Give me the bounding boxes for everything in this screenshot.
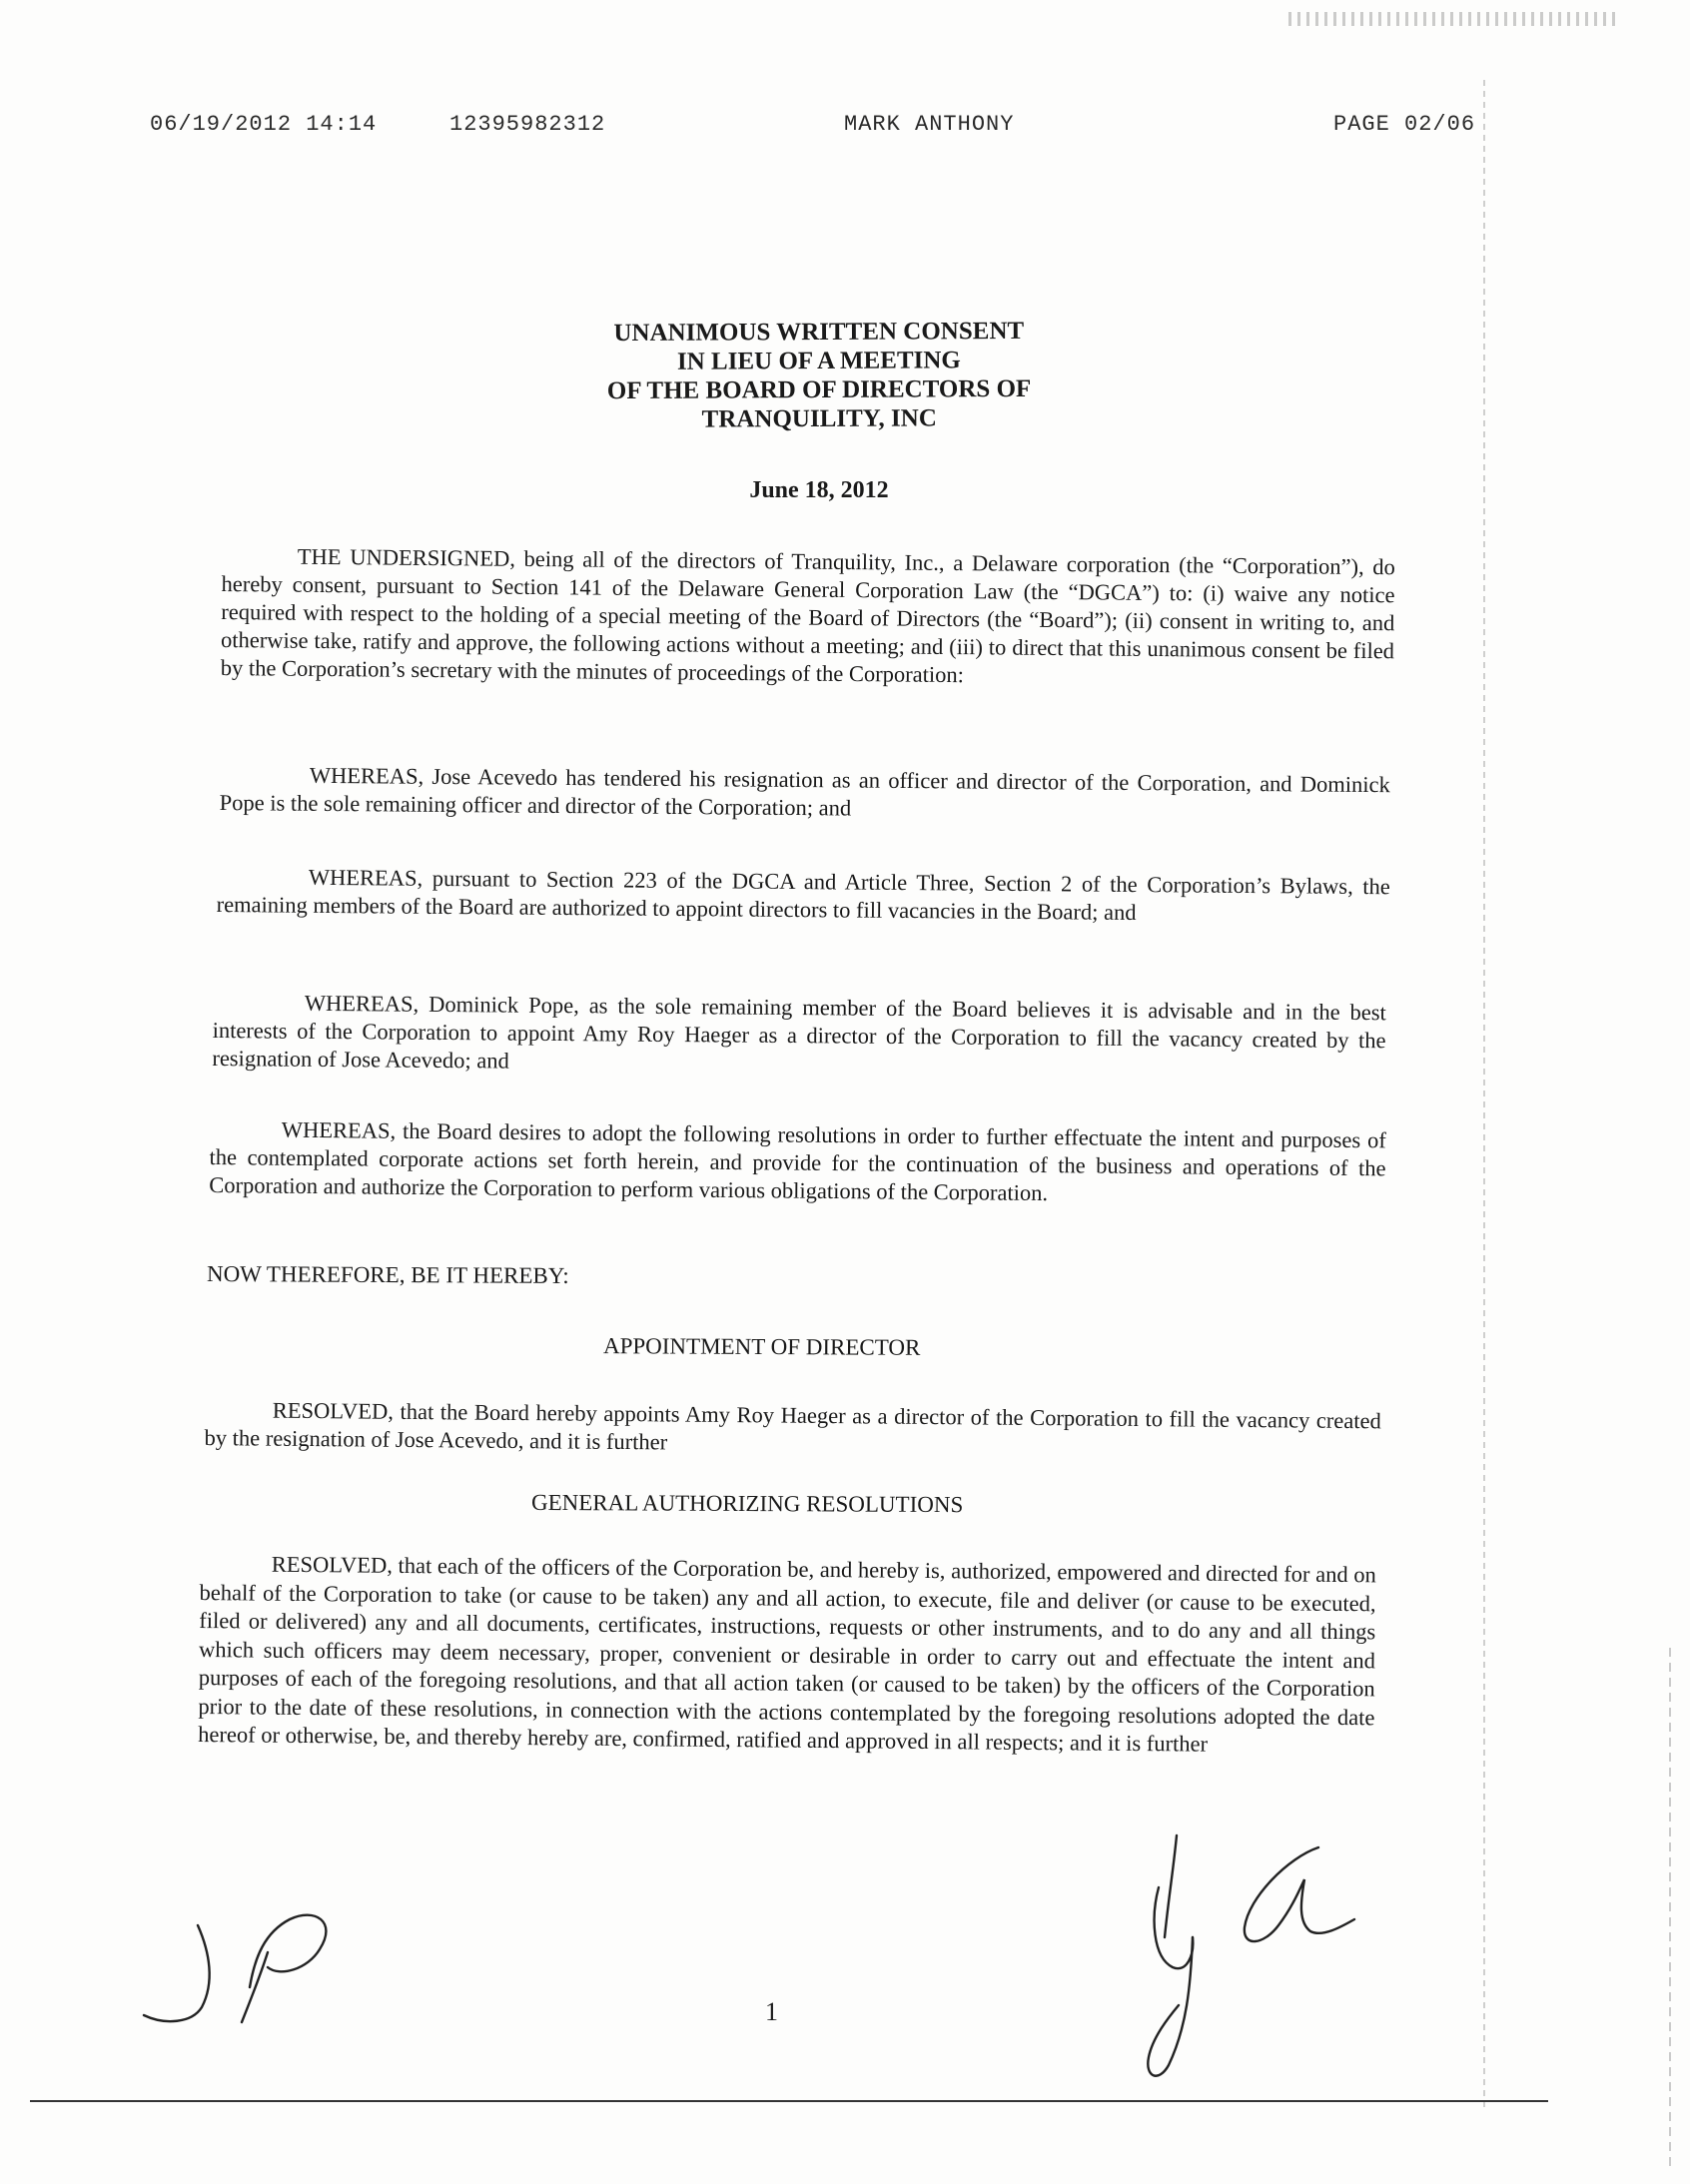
document-title xyxy=(499,316,1140,434)
title-line: TRANQUILITY, INC xyxy=(701,404,937,433)
bottom-divider xyxy=(30,2100,1548,2102)
title-line: OF THE BOARD OF DIRECTORS OF xyxy=(606,374,1032,405)
fax-sender: MARK ANTHONY xyxy=(844,112,1015,137)
now-therefore-heading: NOW THEREFORE, BE IT HEREBY: xyxy=(206,1261,569,1288)
intro-paragraph: THE UNDERSIGNED, being all of the directors of Tranquility, Inc., a Delaware corporation (the “Corporation”), do hereby consent, pursuant to Section 141 of the Delaware General Corporation Law (the “DGCA”) to: (i) waive any notice required with respect to the holding of a special meeting of the Board of Directors (the “Board”); (ii) consent in writing to, and otherwise take, ratify and approve, the following actions without a meeting; and (iii) to direct that this unanimous consent be filed by the Corporation’s secretary with the minutes of proceedings of the Corporation: xyxy=(220,543,1395,688)
appointment-resolution: RESOLVED, that the Board hereby appoints Amy Roy Haeger as a director of the Corporation to fill the vacancy created by the resignation of Jose Acevedo, and it is further xyxy=(204,1397,1381,1455)
whereas-paragraph: WHEREAS, pursuant to Section 223 of the DGCA and Article Three, Section 2 of the Corporation’s Bylaws, the remaining members of the Board are authorized to appoint directors to fill vacancies in the Board; and xyxy=(216,864,1390,926)
page-number: 1 xyxy=(765,1997,778,2026)
general-resolution: RESOLVED, that each of the officers of the Corporation be, and hereby is, authorized, empowered and directed for and on behalf of the Corporation to take (or cause to be taken) any and all action, to execute, file and deliver (or cause to be executed, filed or delivered) any and all documents, certificates, instructions, requests or other instruments, and to do any and all things which such officers may deem necessary, proper, convenient or desirable in order to carry out and effectuate the intent and purposes of each of the foregoing resolutions, and that all action taken (or caused to be taken) by the officers of the Corporation prior to the date of these resolutions, in connection with the actions contemplated by the foregoing resolutions adopted the date hereof or otherwise, be, and thereby hereby are, confirmed, ratified and approved in all respects; and it is further xyxy=(198,1551,1376,1757)
fax-date-time: 06/19/2012 14:14 xyxy=(150,112,378,137)
fax-noise-edge xyxy=(1483,80,1485,2107)
whereas-paragraph: WHEREAS, Jose Acevedo has tendered his resignation as an officer and director of the Corporation, and Dominick Pope is the sole remaining officer and director of the Corporation; and xyxy=(219,762,1390,821)
fax-noise-top xyxy=(1288,12,1618,26)
appointment-heading: APPOINTMENT OF DIRECTOR xyxy=(602,1333,921,1360)
general-resolutions-heading: GENERAL AUTHORIZING RESOLUTIONS xyxy=(530,1489,964,1518)
fax-noise-edge-right xyxy=(1669,1648,1671,2167)
fax-number: 12395982312 xyxy=(449,112,606,137)
whereas-paragraph: WHEREAS, the Board desires to adopt the following resolutions in order to further effectuate the intent and purposes of the contemplated corporate actions set forth herein, and provide for the continuation of the business and operations of the Corporation and authorize the Corporation to perform various obligations of the Corporation. xyxy=(209,1116,1386,1206)
title-line: UNANIMOUS WRITTEN CONSENT xyxy=(613,317,1025,348)
whereas-paragraph: WHEREAS, Dominick Pope, as the sole remaining member of the Board believes it is advisable and in the best interests of the Corporation to appoint Amy Roy Haeger as a director of the Corporation to fill the vacancy created by the resignation of Jose Acevedo; and xyxy=(212,990,1386,1074)
document-date: June 18, 2012 xyxy=(749,477,889,503)
title-line: IN LIEU OF A MEETING xyxy=(676,347,961,375)
signature-initials-ja xyxy=(1129,1827,1368,2087)
fax-header xyxy=(150,112,1498,152)
signature-initials-dp xyxy=(140,1897,360,2027)
fax-page-count: PAGE 02/06 xyxy=(1333,112,1476,137)
